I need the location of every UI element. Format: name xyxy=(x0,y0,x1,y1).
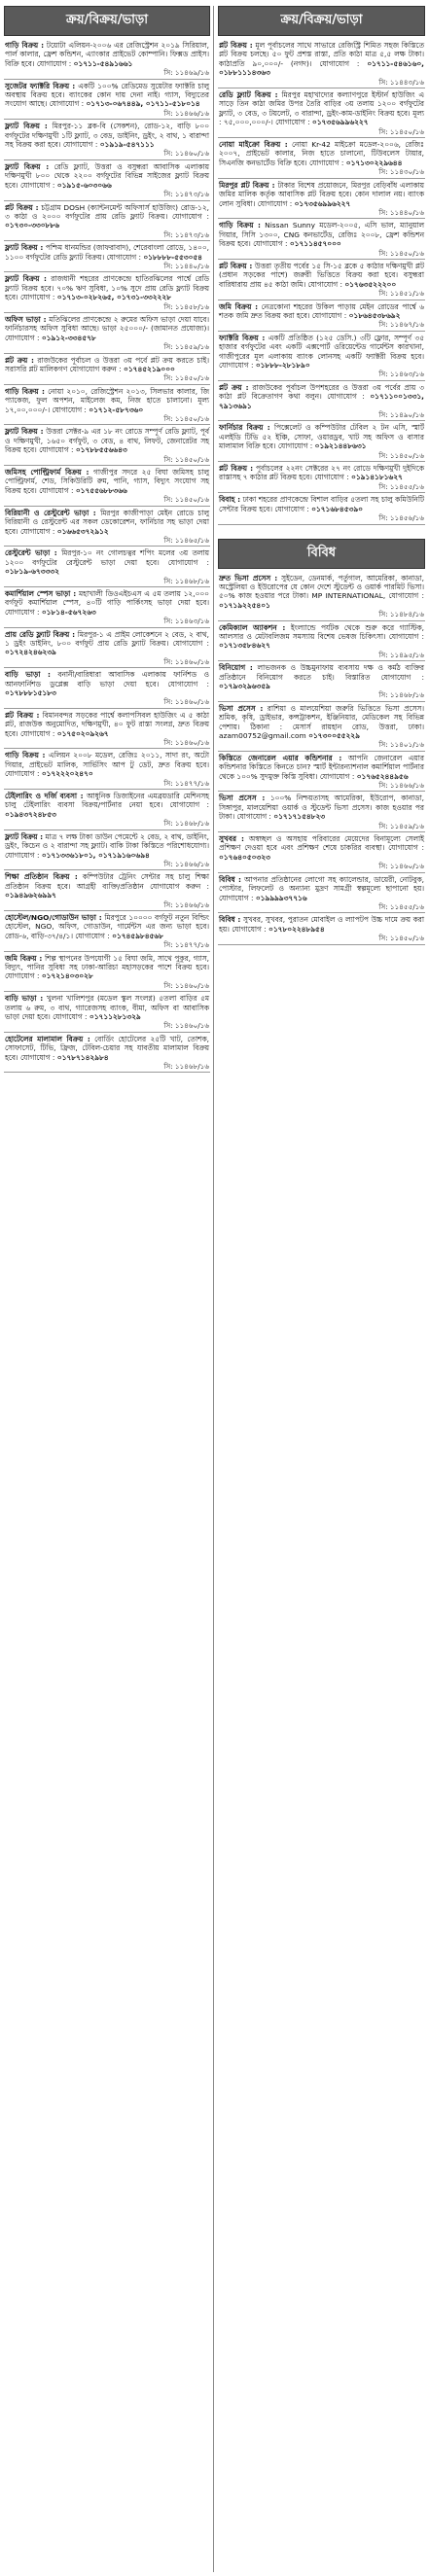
ad-text: কম্পিউটার ট্রেনিং সেন্টার সহ চালু শিক্ষা প্রতিষ্ঠান বিক্রয় হবে। আগ্রহী ব্যক্তি/প্রতিষ্ঠান যোগাযোগ করুন : xyxy=(5,872,210,891)
ad-code: সি: ১১৪৫০/১৬ xyxy=(378,248,424,258)
ad-code: সি: ১১৪৩০/১৬ xyxy=(378,167,424,177)
ad-contact: ০১৭২৪২৪৬২৩৯ xyxy=(5,648,56,657)
ad-title: প্লট ক্রয় : xyxy=(219,382,249,392)
ad-text: পূর্বাচলের ২২নং সেক্টরের ২৭ নং রোডে দক্ষিণমুখী দুইদিকে রাস্তাসহ ৭ কাঠার প্লট বিক্রয় হবে। যোগাযোগ : xyxy=(219,464,425,482)
ad-text: মিরপুর-১০ নং গোলচত্বর শপিং মলের ৩য় তলায় ১২০০ বর্গফুটের রেস্টুরেন্ট ভাড়া দেয়া হবে। যোগাযোগ : xyxy=(5,548,210,567)
ad-code: সি: ১১৪৫৬/১৬ xyxy=(378,513,424,523)
ad-contact: ০১৭৬৩৫২২২০০ xyxy=(344,279,397,289)
ad-text: নোয়া ২০১০, রেজিস্ট্রেশন ২০১৩, সিলভার কালার, জি প্যাকেজ, ফুল অপশন, মাইলেজ কম, নিজ হাতে চালানো। মূল্য ১৭,০০,০০০/-। যোগাযোগ : xyxy=(5,386,209,414)
classified-ad xyxy=(4,466,210,507)
ad-code: সি: ১১৪৫৫/১৬ xyxy=(378,481,424,491)
ad-title: কিস্তিতে জেনারেল এয়ার কন্ডিশনার : xyxy=(219,753,342,762)
ad-text: পিক্সেলেট ও কম্পিউটার টেবিল ২ টন এসি, স্মার্ট এলইডি টিভি ৫২ ইঞ্চি, সোফা, ওয়ারড্রব, খাট সহ অফিস ও বাসার মালামাল বিক্রি হবে। যোগাযোগ : xyxy=(219,423,424,451)
ad-text: বনানী/বারিধারা আবাসিক এলাকায় ফার্নিশড ও আনফার্নিশড ডুপ্লেক্স বাড়ি ভাড়া দেয়া হবে। যোগাযোগ : xyxy=(5,670,209,688)
ad-title: বিনিয়োগ : xyxy=(219,663,253,673)
classified-ad xyxy=(218,873,425,914)
ad-code: সি: ১১৪৬৬/১৬ xyxy=(163,900,209,909)
ad-code: সি: ১১৪৫০/১৬ xyxy=(163,495,209,505)
ad-title: ফ্ল্যাট বিক্রয় : xyxy=(5,274,47,284)
ad-code: সি: ১১৪৮৪/১৬ xyxy=(378,610,424,619)
classified-ad xyxy=(218,421,425,462)
classified-ad xyxy=(218,300,425,332)
ad-code: সি: ১১৪৬৬/১৬ xyxy=(163,859,209,868)
ad-text: বিমানবন্দর সড়কের পার্শ্বে কলাপসিবল হাউজিং এ ৫ কাঠা প্লট, রাজউক অনুমোদিত, দক্ষিণমুখী, ৪০ ফুট রাস্তা সংলগ্ন, দ্রুত বিক্রয় হবে। যোগাযোগ : xyxy=(5,710,209,738)
ad-contact: ০১৭২১৪০৩০২৮ xyxy=(41,971,93,981)
ad-contact: ০১৭৮৮৫৫৬৬৪৩ xyxy=(75,445,127,455)
ad-text: বোর্ডিং হোটেলের ২৫টি খাট, তোশক, সোফাসেট, টিভি, ফ্রিজ, টেবিল-চেয়ার সহ যাবতীয় মালামাল বিক্রয় হবে। যোগাযোগ : xyxy=(5,1034,209,1062)
classified-ad xyxy=(218,702,425,752)
ad-text: রেডি ফ্ল্যাট, উত্তরা ও বসুন্ধরা আবাসিক এলাকায় দক্ষিণমুখী ৮০০ থেকে ২২০০ বর্গফুটের বিভিন্ন সাইজের ফ্ল্যাট বিক্রয় হবে। যোগাযোগ : xyxy=(5,161,209,190)
ad-contact: ০১৭১১২৮১৩২৯ xyxy=(89,1012,141,1021)
right-section-header: ক্রয়/বিক্রয়/ভাড়া xyxy=(218,6,425,36)
ad-text: একটি প্রতিষ্ঠিত (১২৫ ডেসি.) ৩টি ফ্লোর, সম্পূর্ণ ৩৫ হাজার বর্গফুটের এবং একটি এক্সপোর্ট ওরিয়েন্টেড গার্মেন্টস কারখানা, গাজীপুরের মূল এলাকায় ব্যাংক লোনসহ একটি ফ্যাক্টরী বিক্রয় হবে। যোগাযোগ : xyxy=(219,333,424,370)
ad-contact: ০১৭৪৫২১৯০০০ xyxy=(124,365,175,373)
ad-code: সি: ১১৪৪০/১৬ xyxy=(378,207,424,217)
classified-ad xyxy=(218,39,425,88)
ad-text: রাশিয়া ও মালয়েশিয়া জরুরি ভিত্তিতে ভিসা প্রসেস। শ্রমিক, কৃষি, ড্রাইভার, কন্সট্রাকশন, ইঞ্জিনিয়ার, মেডিকেল সহ বিভিন্ন পেশায়। ঠিকানা : মেসার্স রায়হান রোড, উত্তরা, ঢাকা। azam00752@gmail.com xyxy=(219,703,424,740)
ad-contact: ০১৭১৯২২৫৪০১ xyxy=(219,600,270,610)
ad-code: সি: ১১৪৫৯/১৬ xyxy=(378,821,424,830)
ad-text: আপনি জেনারেল এয়ার কন্ডিশনার কিস্তিতে কিনতে চান? স্মার্ট ইন্টারন্যাশনাল কমার্শিয়াল পার্টনার থেকে ১০০% সুদমুক্ত কিস্তি সুবিধা। যোগাযোগ : xyxy=(219,753,424,781)
classified-ad xyxy=(4,507,210,547)
ad-code: সি: ১১৪৬৮/১৬ xyxy=(163,819,209,829)
classified-ad xyxy=(4,201,210,242)
ad-code: সি: ১১৪৫১/১৬ xyxy=(378,289,424,299)
ad-contact: ০১৭১৬৮৪৫৩৯০ xyxy=(311,504,363,513)
ad-contact: ০১৭৮৭১৪২৯৮৪ xyxy=(56,1052,109,1062)
ad-code: সি: ১১৪৬০/১৬ xyxy=(378,862,424,871)
left-ad-list xyxy=(4,39,210,1073)
ad-code: সি: ১১৪৬০/১৬ xyxy=(163,697,209,707)
ad-title: সুজেটর ফ্যাক্টরি বিক্রয় : xyxy=(5,81,76,90)
ad-code: সি: ১১৪৬০/১৬ xyxy=(163,656,209,666)
ad-text: রাজধানী শহরের প্রাণকেন্দ্রে হাতিরঝিলের পার্শ্বে রেডি ফ্ল্যাট বিক্রয় হবে। ৭০% ঋণ সুবিধা, ১০% সুদে প্রায় রেডি ফ্ল্যাট বিক্রয় হবে। যোগাযোগ : xyxy=(5,274,209,302)
ad-contact: ০১৭১৩-০৬৭৪৪৯, ০১৭১১-৫১৮০১৪ xyxy=(86,99,200,109)
ad-code: সি: ১১৪৬৩/১৬ xyxy=(378,370,424,379)
ad-title: ফ্ল্যাট বিক্রয় : xyxy=(5,122,48,131)
ad-contact: ০১৭২২২০২৪৭০ xyxy=(41,769,93,779)
misc-ad-list xyxy=(218,572,425,945)
ad-text: রাজউকের পূর্বাচল উপশহরের ও উত্তরা ৩য় পর্বের প্রায় ৩ কাঠা প্লট বিক্রেতাগণ কথা বলুন। যোগাযোগ : xyxy=(219,382,424,402)
ad-title: ভিসা প্রসেস : xyxy=(219,703,264,713)
ad-text: Nissan Sunny মডেল-২০০৫, এসি ভাল, ম্যানুয়াল গিয়ার, সিসি ১৩০০, CNG কনভার্টেড, রেজিঃ ২০০৮, ফ্রেশ কন্ডিশন বিক্রয় হবে। যোগাযোগ : xyxy=(219,221,424,249)
ad-text: শিল্প স্থাপনের উপযোগী ১৫ বিঘা জমি, সাথে পুকুর, গ্যাস, বিদ্যুৎ, পানির সুবিধা সহ ঢাকা-আরিচা মহাসড়কের পাশে বিক্রয় হবে। যোগাযোগ : xyxy=(5,953,209,981)
ad-code: সি: ১১৪৬০/১৬ xyxy=(163,149,209,159)
ad-title: সুখবর : xyxy=(219,834,244,844)
ad-title: প্লট বিক্রয় : xyxy=(219,41,253,50)
ad-text: উত্তরা তৃতীয় পর্বের ১৫ সি-১৫ ব্লকে ৫ কাঠার দক্ষিণমুখী প্লট (প্রধান সড়কের পাশে) জরুরী ভিত্তিতে বিক্রয় করা হবে। বসুন্ধরা বারিধারায় প্রায় ৪৫ কাঠা জমি। যোগাযোগ : xyxy=(219,261,425,289)
ad-code: সি: ১১৪৯৫/১৬ xyxy=(378,650,424,659)
ad-contact: ০১৭১৭১৫৪৮২৩ xyxy=(273,812,326,822)
section-gap xyxy=(218,525,425,539)
ad-title: গাড়ি বিক্রয় : xyxy=(5,41,45,50)
ad-contact: ০১৮৮৮৮-৫৫৩০৫৪ xyxy=(143,252,202,262)
ad-text: টয়োটা এলিয়ন-২০০৬ এর রেজিস্ট্রেশন ২০১৯ সিরিয়াল, পার্ল কালার, ফ্রেশ কন্ডিশন, এ্যাংকার প্রাইভেট কোম্পানি। ফিক্সড প্রাইস। বিক্রি হবে। যোগাযোগ : xyxy=(5,41,209,68)
ad-text: আধুনিক ডিজাইনের এমব্রয়ডারি মেশিনসহ চালু টেইলারিং ব্যবসা বিক্রয়/পার্টনার নেয়া হবে। যোগাযোগ : xyxy=(5,792,209,810)
ad-contact: ০১৯৪৩৭২৪৮৫৩ xyxy=(5,809,56,819)
ad-text: পশ্চিম ধানমন্ডির (জাফরাবাদ), শেরেবাংলা রোডে, ১৪০০, ১১০০ বর্গফুটের রেডি ফ্ল্যাট বিক্রয়। যোগাযোগ : xyxy=(5,243,209,262)
ad-contact: ০১৮১৪-৫৬৭২৬৩ xyxy=(41,607,96,617)
ad-title: বাড়ি ভাড়া : xyxy=(5,670,51,680)
ad-text: সুইডেন, ডেনমার্ক, পর্তুগাল, আমেরিকা, কানাডা, অস্ট্রেলিয়া ও ইউরোপের যে কোন দেশে স্টুডেন্ট ও ওয়ার্ক পারমিট ভিসা। ৫০% কাজ হওয়ার পরে টাকা। MP INTERNATIONAL, যোগাযোগ : xyxy=(219,573,424,601)
classified-ad xyxy=(218,138,425,179)
ad-code: সি: ১১৪৫০/১৬ xyxy=(378,934,424,943)
classified-ad xyxy=(4,241,210,272)
ad-title: বিবাহ : xyxy=(219,495,241,505)
ad-title: বাড়ি ভাড়া : xyxy=(5,994,44,1004)
ad-text: একটি ১০০% রেডিমেড সুয়েটার ফ্যাক্টরি চালু অবস্থায় বিক্রয় হবে। ব্যাংকের কোন দায় দেনা নাই। গ্যাস, বিদ্যুতের সংযোগ আছে। যোগাযোগ : xyxy=(5,81,209,109)
ad-title: নোয়া মাইক্রো বিক্রয় : xyxy=(219,140,288,150)
ad-text: উত্তরা সেক্টর-৯ এর ১৮ নং রোডে সম্পূর্ণ রেডি ফ্ল্যাট, পূর্ব ও দক্ষিণমুখী, ১৬৫০ বর্গফুট, ৩ বেড, ৪ বাথ, লিফট, জেনারেটর সহ বিক্রয় হবে। যোগাযোগ : xyxy=(5,427,209,455)
ad-contact: ০১৮৬৪৫৩৮৬৯২ xyxy=(348,310,401,320)
ad-contact: ০১৯৯৯৯৩৭৭১৬ xyxy=(255,893,307,902)
ad-code: সি: ১১৪৫০/১৬ xyxy=(163,454,209,464)
ad-text: অস্বচ্ছল ও অসহায় পরিবারের মেয়েদের বিনামূল্যে সেলাই প্রশিক্ষণ দেওয়া হবে এবং প্রশিক্ষণ শেষে চাকরির ব্যবস্থা। যোগাযোগ : xyxy=(219,834,424,853)
ad-text: টাকার বিশেষ প্রয়োজনে, মিরপুর বেড়িবাঁধ এলাকায় জমির মালিক কর্তৃক আবাসিক প্লট বিক্রয় হবে। কোন দালাল নয়। ব্যাংক লোন সুবিধা। যোগাযোগ : xyxy=(219,180,424,208)
classified-ad xyxy=(4,790,210,830)
ad-text: মূল পূর্বাচলের সাথে সাভারে রেজিস্ট্রি শিমিত সহজ কিস্তিতে প্লট বিক্রয় চলছে। ৫০ ফুট প্রশস্ত রাস্তা, প্রতি কাঠা মাত্র ৫,৫ লক্ষ টাকা। কাঠাপ্রতি ৯০,০০০/- (নগদ)। যোগাযোগ : xyxy=(219,41,424,68)
ad-code: সি: ১১৪৭৩/১৬ xyxy=(163,229,209,239)
classified-ad xyxy=(218,219,425,260)
ad-text: গাজীপুর সদরে ২৫ বিঘা জমিসহ চালু পোল্ট্রিফার্ম, শেড, সিকিউরিটি রুম, পানি, গ্যাস, বিদ্যুৎ সংযোগ সহ বিক্রয় হবে। যোগাযোগ : xyxy=(5,468,209,495)
ad-title: ভিসা প্রসেস : xyxy=(219,794,266,803)
classified-ad xyxy=(4,749,210,790)
ad-contact: ০১৭৬৪০৫০৩২৩ xyxy=(219,852,270,862)
ad-title: প্রায় রেডি ফ্ল্যাট বিক্রয় : xyxy=(5,629,76,639)
ad-code: সি: ১১৪৫০/১৬ xyxy=(378,126,424,136)
ad-contact: ০১৭১১০০১৩৩১, ৭৯১৩৬৯১ xyxy=(219,392,424,410)
ad-contact: ০১৯১২-৩৩৪৫৭৮ xyxy=(41,333,96,342)
classified-ad xyxy=(218,752,425,793)
ad-text: এলিয়ন ২০০৮ মডেল, রেজিঃ ২০১১, সাদা রং, অটো গিয়ার, প্রাইভেট মালিক, সার্ভিসিং আপ টু ডেট, দ্রুত বিক্রয় হবে। যোগাযোগ : xyxy=(5,751,209,779)
classified-ad xyxy=(218,493,425,524)
classified-ad xyxy=(4,952,210,993)
classified-ad xyxy=(218,792,425,832)
ad-title: শিক্ষা প্রতিষ্ঠান বিক্রয় : xyxy=(5,872,78,882)
classified-ad xyxy=(218,832,425,873)
ad-title: জমিসহ পোল্ট্রিফার্ম বিক্রয় : xyxy=(5,468,89,477)
ad-text: চট্টগ্রাম DOSH (ক্যান্টনমেন্ট অফিসার্স হাউজিং) রোড-১২, ৩ কাঠা ও ২০০০ বর্গফুটের প্রায় রেডি ফ্ল্যাট বিক্রয়। যোগাযোগ : xyxy=(5,202,209,221)
ad-text: লাভজনক ও উচ্চমুনাফায় ব্যবসায় দক্ষ ও কর্মঠ ব্যক্তির প্রতিষ্ঠানে বিনিয়োগ করতে চাই। বিস্তারিত যোগাযোগ : xyxy=(219,663,424,682)
classified-ad xyxy=(4,39,210,80)
ad-code: সি: ১১৪৬৮/১৬ xyxy=(163,1062,209,1072)
ad-title: ফার্নিচার বিক্রয় : xyxy=(219,423,270,433)
ad-code: সি: ১১৪৫৫/১৬ xyxy=(378,901,424,911)
ad-contact: ০১৭৬৫২৪৪৯৫৬ xyxy=(356,771,409,781)
classified-ad xyxy=(4,709,210,750)
ad-text: আপনার প্রতিষ্ঠানের লোগো সহ ক্যালেন্ডার, ডায়েরী, নোটবুক, পোস্টার, লিফলেট ও অন্যান্য মুদ্রণ সামগ্রী স্বল্পমূল্যে ছাপানো হয়। যোগাযোগ : xyxy=(219,874,424,902)
ad-code: সি: ১১৪৭৭/১৬ xyxy=(163,940,209,950)
classified-ad xyxy=(218,179,425,220)
ad-title: হোস্টেল/NGO/গোডাউন ভাড়া : xyxy=(5,912,102,922)
ad-contact: ০১৮১৯-৬৭৩৩৩২ xyxy=(5,567,59,577)
classified-ad xyxy=(218,661,425,702)
classified-ad xyxy=(4,628,210,669)
ad-contact: ০১৭১১-৫৪৬১৬০, ০১৮৮১১১৪৩৬৩ xyxy=(219,58,424,78)
classified-ad xyxy=(4,425,210,466)
ad-code: সি: ১১৪৫৮/১৬ xyxy=(163,301,209,311)
ad-text: সুখবর, সুখবর, পুরাতন মোবাইল ও ল্যাপটপ উচ্চ দামে ক্রয় করা হয়। যোগাযোগ : xyxy=(219,915,424,934)
ad-text: ১০০% নিশ্চয়তাসহ আমেরিকা, ইউরোপ, কানাডা, সিঙ্গাপুর, মালয়েশিয়া ওয়ার্ক ও স্টুডেন্ট ভিসা প্রসেস। কাজ হওয়ার পর টাকা। যোগাযোগ : xyxy=(219,794,424,822)
misc-section-header: বিবিধ xyxy=(218,539,425,569)
ad-code: সি: ১১৪৬৬/১৬ xyxy=(378,781,424,791)
ad-title: বিবিধ : xyxy=(219,915,241,925)
ad-code: সি: ১১৪০১/১৬ xyxy=(378,740,424,750)
ad-code: সি: ১১৪৬৭/১৬ xyxy=(378,320,424,330)
ad-contact: ০১৮৮৮-২৮১৮৯০ xyxy=(255,361,310,370)
ad-contact: ০১৯২১৪৪৮৬৩১ xyxy=(314,441,367,451)
ad-contact: ০১৭৩৫৬৯৯৬২২৭ xyxy=(294,198,351,208)
classified-ad xyxy=(218,572,425,621)
ad-code: সি: ১১৪৭৩/১৬ xyxy=(163,190,209,199)
classified-ad xyxy=(4,1033,210,1074)
ad-title: ফ্ল্যাট বিক্রয় : xyxy=(5,161,50,171)
ad-code: সি: ১১৪৬৯/১৬ xyxy=(163,68,209,78)
classified-ad xyxy=(4,160,210,201)
ad-code: সি: ১১৪৬৫/১৬ xyxy=(163,535,209,545)
classified-ad xyxy=(218,381,425,422)
ad-title: ফ্যাক্টরি বিক্রয় : xyxy=(219,333,266,342)
classified-ad xyxy=(218,913,425,944)
classified-ad xyxy=(218,621,425,662)
ad-text: মিরপুর-১ এ প্রাইম লোকেশনে ২ বেড, ২ বাথ, ১ ড্রইং ডাইনিং, ৮০০ বর্গফুট প্রায় রেডি ফ্ল্যাট বিক্রয়। যোগাযোগ : xyxy=(5,629,209,648)
ad-code: সি: ১১৪৬০/১৬ xyxy=(163,738,209,748)
ad-title: জমি বিক্রয় : xyxy=(219,301,259,311)
classified-ad xyxy=(218,88,425,138)
ad-text: মিরপুর মহাখাদ্যের কল্যাণপুরে ইস্টার্ন হাউজিং এ সাড়ে তিন কাঠা জমির উপর তৈরি বাড়ির ৩য় তলায় ১২০০ বর্গফুটের ফ্ল্যাট, ৩ বেড, ৩ টয়লেট, ৩ বারান্দা, ড্রইং-কাম-ডাইনিং বিক্রয় হবে। মূল্য : ৭৫,০০০,০০০/-। যোগাযোগ : xyxy=(219,90,425,127)
ad-code: সি: ১১৪৬৮/১৬ xyxy=(163,576,209,585)
ad-code: সি: ১১৪৬৮/১৬ xyxy=(378,690,424,700)
ad-title: গাড়ি বিক্রয় : xyxy=(5,751,46,760)
right-ad-list xyxy=(218,39,425,525)
ad-title: প্লট বিক্রয় : xyxy=(5,202,39,212)
ad-contact: ০১৭১১-৫৪৯১৬৬১ xyxy=(73,58,133,68)
ad-code: সি: ১১৪৫০/১৬ xyxy=(163,414,209,424)
classified-ad xyxy=(218,332,425,381)
ad-text: মিরপুর কাজীপাড়া মেইন রোডে চালু বিরিয়ানী ও রেস্টুরেন্ট এর সকল ডেকোরেশন, ফার্নিচার সহ ভাড়া দেয়া হবে। যোগাযোগ : xyxy=(5,508,209,536)
ad-code: সি: ১১৪৬০/১৬ xyxy=(163,1021,209,1031)
classified-ad xyxy=(4,385,210,426)
ad-contact: ০১৭১১৪৫৭০০০ xyxy=(289,239,341,249)
ad-title: অফিস ভাড়া : xyxy=(5,314,47,324)
ad-code: সি: ১১৪৭৭/১৬ xyxy=(163,778,209,788)
ad-title: রেস্টুরেন্ট ভাড়া : xyxy=(5,548,57,558)
ad-code: সি: ১১৪৯০/১৬ xyxy=(378,410,424,420)
ad-text: মতিঝিলের প্রাণকেন্দ্রে ২ রুমের অফিস ভাড়া দেয়া যাবে। ফার্নিচারসহ অফিস সুবিধা আছে। ভাড়া ২৫০০০/- (জামানত প্রযোজ্য)। যোগাযোগ : xyxy=(5,314,209,342)
ad-title: প্লট বিক্রয় : xyxy=(5,710,40,720)
ad-title: প্লট বিক্রয় : xyxy=(219,464,254,474)
classified-ad xyxy=(4,992,210,1033)
classified-ad xyxy=(4,272,210,313)
ad-contact: ০১৭১৩০২২৯৬৪৪ xyxy=(345,158,403,167)
ad-title: হোটেলের মালামাল বিক্রয় : xyxy=(5,1034,90,1043)
ad-title: বিরিয়ানী ও রেস্টুরেন্ট ভাড়া : xyxy=(5,508,96,517)
ad-title: বিবিধ : xyxy=(219,874,241,884)
ad-title: প্লট ক্রয় : xyxy=(5,355,34,365)
ad-text: মাত্র ৭ লক্ষ টাকা ডাউন পেমেন্টে ২ বেড, ২ বাথ, ডাইনিং, ড্রইং, কিচেন ও ২ বারান্দা সহ ফ্ল্যাট। বাকি টাকা কিস্তিতে পরিশোধযোগ্য। যোগাযোগ : xyxy=(5,831,209,860)
classified-ad xyxy=(218,260,425,300)
ad-text: নোয়া Kr-42 মাইক্রো মডেল-২০০৬, রেজিঃ ২০০৭, প্রাইভেট কালার, নিজ হাতে চালানো, টিউবলেস টায়ার, সিএনজি কনভার্টেড বিক্রি হবে। যোগাযোগ : xyxy=(219,140,424,167)
ad-contact: ০১৭১৩-০২৮২৬৫, ০১৭৩১-৩৩২২২৮ xyxy=(56,293,171,302)
ad-contact: ০১৯৪৯৬২৬৯৯৭ xyxy=(5,891,56,900)
classified-ad xyxy=(4,587,210,628)
ad-contact: ০১৭৫৫৬৮৮৩৬৬ xyxy=(75,485,127,495)
ad-contact: ০১৭৪৫৯৮৪৫৬৮ xyxy=(112,931,163,940)
ad-text: ঢাকা শহরের প্রাণকেন্দ্রে বিশাল বাড়ির ৫তলা সহ চালু কমিউনিটি সেন্টার বিক্রয় হবে। যোগাযোগ : xyxy=(219,495,424,513)
ad-title: প্লট বিক্রয় : xyxy=(219,261,253,270)
classified-ad xyxy=(4,547,210,587)
ad-contact: ০১৯১৯-৫৪৭১১১ xyxy=(99,140,155,150)
ad-contact: ০১৭৩০-৩৩০৮৮৬ xyxy=(5,221,59,230)
ad-contact: ০১৭১৩৩৬১৮০১, ০১৭১৯১৬০৬৯৪ xyxy=(41,850,150,860)
ad-title: ফ্ল্যাট বিক্রয় : xyxy=(5,831,44,841)
ad-text: খুলনা খালিশপুর (মডেল স্কুল সংলগ্ন) ৫তলা বাড়ির ৫ম তলায় ৬ রুম, ৩ বাথ, গ্যারেজসহ ব্যাংক, বীমা, অফিস বা আবাসিক ভাড়া দেয়া হবে। যোগাযোগ : xyxy=(5,994,209,1021)
classified-ad xyxy=(4,313,210,354)
ad-title: টেইলারিং ও দর্জি ব্যবসা : xyxy=(5,792,84,801)
ad-title: কেমিক্যাল অ্যাকশন : xyxy=(219,622,286,632)
ad-title: ফ্ল্যাট বিক্রয় : xyxy=(5,427,44,437)
ad-contact: ০১৭৩০০৫৫২২৯ xyxy=(308,731,360,740)
ad-title: গাড়ি বিক্রয় : xyxy=(219,221,261,230)
ad-title: মিরপুর প্লট বিক্রয় : xyxy=(219,180,275,190)
ad-contact: ০১৭১৩৫৮৪৬২৭ xyxy=(219,641,270,651)
classified-ad xyxy=(4,80,210,121)
ad-contact: ০১৭৩৫৬৯৯৬২২৭ xyxy=(311,118,369,127)
ad-text: ইংল্যান্ডে পর্যটক থেকে শুরু করে গ্যাস্টিক, আলসার ও মেটাবলিজম সমস্যায় বিশেষ ভেষজ চিকিৎসা। যোগাযোগ : xyxy=(219,622,424,641)
ad-title: গাড়ি বিক্রয় : xyxy=(5,386,45,396)
right-column xyxy=(218,6,425,945)
ad-code: সি: ১১৪৪০/১৬ xyxy=(163,261,209,270)
ad-text: মিরপুরে ১০০০০ বর্গফুট নতুন বিল্ডিং হোস্টেল, NGO, অফিস, গোডাউন, গার্মেন্টস এর জন্য ভাড়া হবে। রোড-৬, বাড়ি-৩৭/৪/১। যোগাযোগ : xyxy=(5,912,209,940)
ad-contact: ০১৭৮৮৮১৫১৮৩ xyxy=(5,688,56,697)
column-divider xyxy=(213,6,214,2572)
ad-text: রাজউকের পূর্বাচল ও উত্তরা ৩য় পর্বে প্লট ক্রয় করতে চাই। সরাসরি প্লট মালিকগণ যোগাযোগ করুন : xyxy=(5,355,209,373)
ad-code: সি: ১১৪৫০/১৬ xyxy=(378,450,424,460)
ad-text: মহাখালী ডিওএইচএস এ ৫ম তলায় ১২,০০০ বর্গফুট কমার্শিয়াল স্পেস, ৪০টি গাড়ি পার্কিংসহ ভাড়া দেয়া হবে। যোগাযোগ : xyxy=(5,588,209,617)
ad-contact: ০১৭৯৩২৯৬৩৫৯ xyxy=(219,681,270,690)
ad-code: সি: ১১৪৬৬/১৬ xyxy=(163,108,209,118)
ad-code: সি: ১১৪৬৩/১৬ xyxy=(163,617,209,626)
ad-contact: ০১৭৮০২২৪৮৯৫৪ xyxy=(268,924,325,934)
ad-title: দ্রুত ভিসা প্রসেস : xyxy=(219,573,278,582)
classified-ad xyxy=(4,668,210,709)
ad-title: ফ্ল্যাট বিক্রয় : xyxy=(5,243,44,253)
classified-ad xyxy=(4,870,210,911)
classified-ad xyxy=(4,830,210,871)
ad-code: সি: ১১৪৪৩/১৬ xyxy=(378,77,424,87)
ad-contact: ০১৬৬৫৩৭২৯১২ xyxy=(56,526,109,536)
classified-ad xyxy=(4,120,210,160)
ad-contact: ০১৯১৪১৮১৬২৭ xyxy=(351,473,403,482)
ad-contact: ০১৭৫০২০৯২৬৭ xyxy=(56,728,109,738)
left-section-header: ক্রয়/বিক্রয়/ভাড়া xyxy=(4,6,210,36)
ad-title: কমার্শিয়াল স্পেস ভাড়া : xyxy=(5,588,77,598)
ad-contact: ০১৭১২-৫৮৭৩৬০ xyxy=(89,405,144,414)
ad-title: রেডি ফ্ল্যাট বিক্রয় : xyxy=(219,90,278,100)
classified-ad xyxy=(4,911,210,952)
classified-ad xyxy=(218,462,425,493)
ad-text: নেত্রকোনা শহরের উকিল পাড়ায় মেইন রোডের পার্শ্বে ৬ শতক জমি দ্রুত বিক্রয় করা হবে। যোগাযোগ : xyxy=(219,301,424,320)
ad-code: সি: ১১৪৫০/১৬ xyxy=(163,373,209,383)
ad-code: সি: ১১৪৫৯/১৬ xyxy=(163,342,209,352)
ad-code: সি: ১১৪৬০/১৬ xyxy=(163,980,209,990)
ad-title: জমি বিক্রয় : xyxy=(5,953,43,963)
ad-text: মিরপুর-১১ ব্লক-বি (সেকশন), রোড-১২, বাড়ি ৮০০ বর্গফুটের দক্ষিণমুখী ১টি ফ্ল্যাট, ৩ বেড, ডাইনিং, ড্রইং, ২ বাথ, ১ বারান্দা সহ বিক্রয় করা হবে। যোগাযোগ : xyxy=(5,122,210,150)
left-column xyxy=(4,6,210,1073)
ad-contact: ০১৯১৫-৬০৩০৬৬ xyxy=(56,180,112,190)
classified-ad xyxy=(4,354,210,385)
